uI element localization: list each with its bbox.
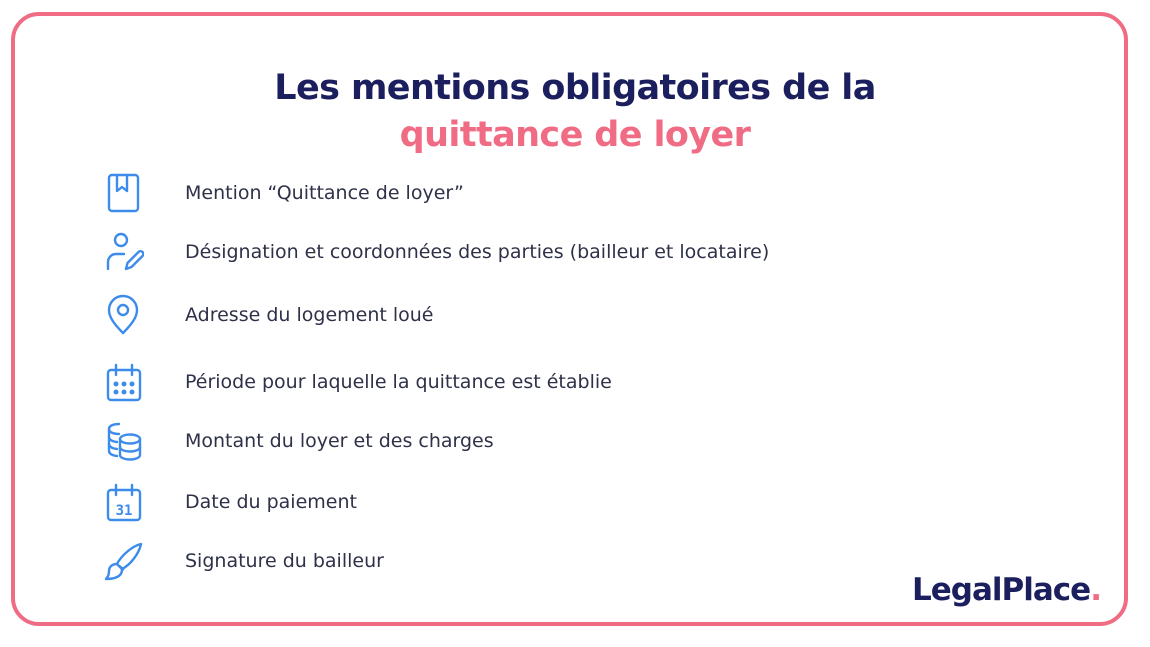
bookmark-document-icon (104, 172, 144, 214)
logo-text: LegalPlace (912, 572, 1091, 608)
title-line-1: Les mentions obligatoires de la (274, 68, 876, 108)
legalplace-logo (912, 570, 1101, 610)
list-item-period (104, 361, 904, 409)
item-label: Période pour laquelle la quittance est établie (185, 371, 612, 393)
list-item-signature (104, 540, 904, 588)
list-item-payment-date (104, 481, 904, 529)
logo-dot: . (1090, 572, 1101, 608)
calendar-dots-icon (104, 361, 144, 403)
list-item-mention (104, 172, 904, 220)
calendar-day-number: 31 (115, 503, 133, 519)
list-item-address (104, 294, 904, 342)
item-label: Montant du loyer et des charges (185, 430, 494, 452)
item-label: Signature du bailleur (185, 550, 384, 572)
pen-nib-icon (104, 540, 144, 582)
map-pin-icon (104, 294, 144, 336)
calendar-31-icon (104, 481, 144, 523)
list-item-parties (104, 231, 904, 279)
list-item-amount (104, 420, 904, 468)
item-label: Adresse du logement loué (185, 304, 434, 326)
item-label: Mention “Quittance de loyer” (185, 182, 464, 204)
item-label: Date du paiement (185, 491, 357, 513)
user-edit-icon (104, 231, 144, 273)
title-line-2: quittance de loyer (399, 115, 751, 155)
item-label: Désignation et coordonnées des parties (bailleur et locataire) (185, 241, 770, 263)
coin-stack-icon (104, 420, 144, 462)
